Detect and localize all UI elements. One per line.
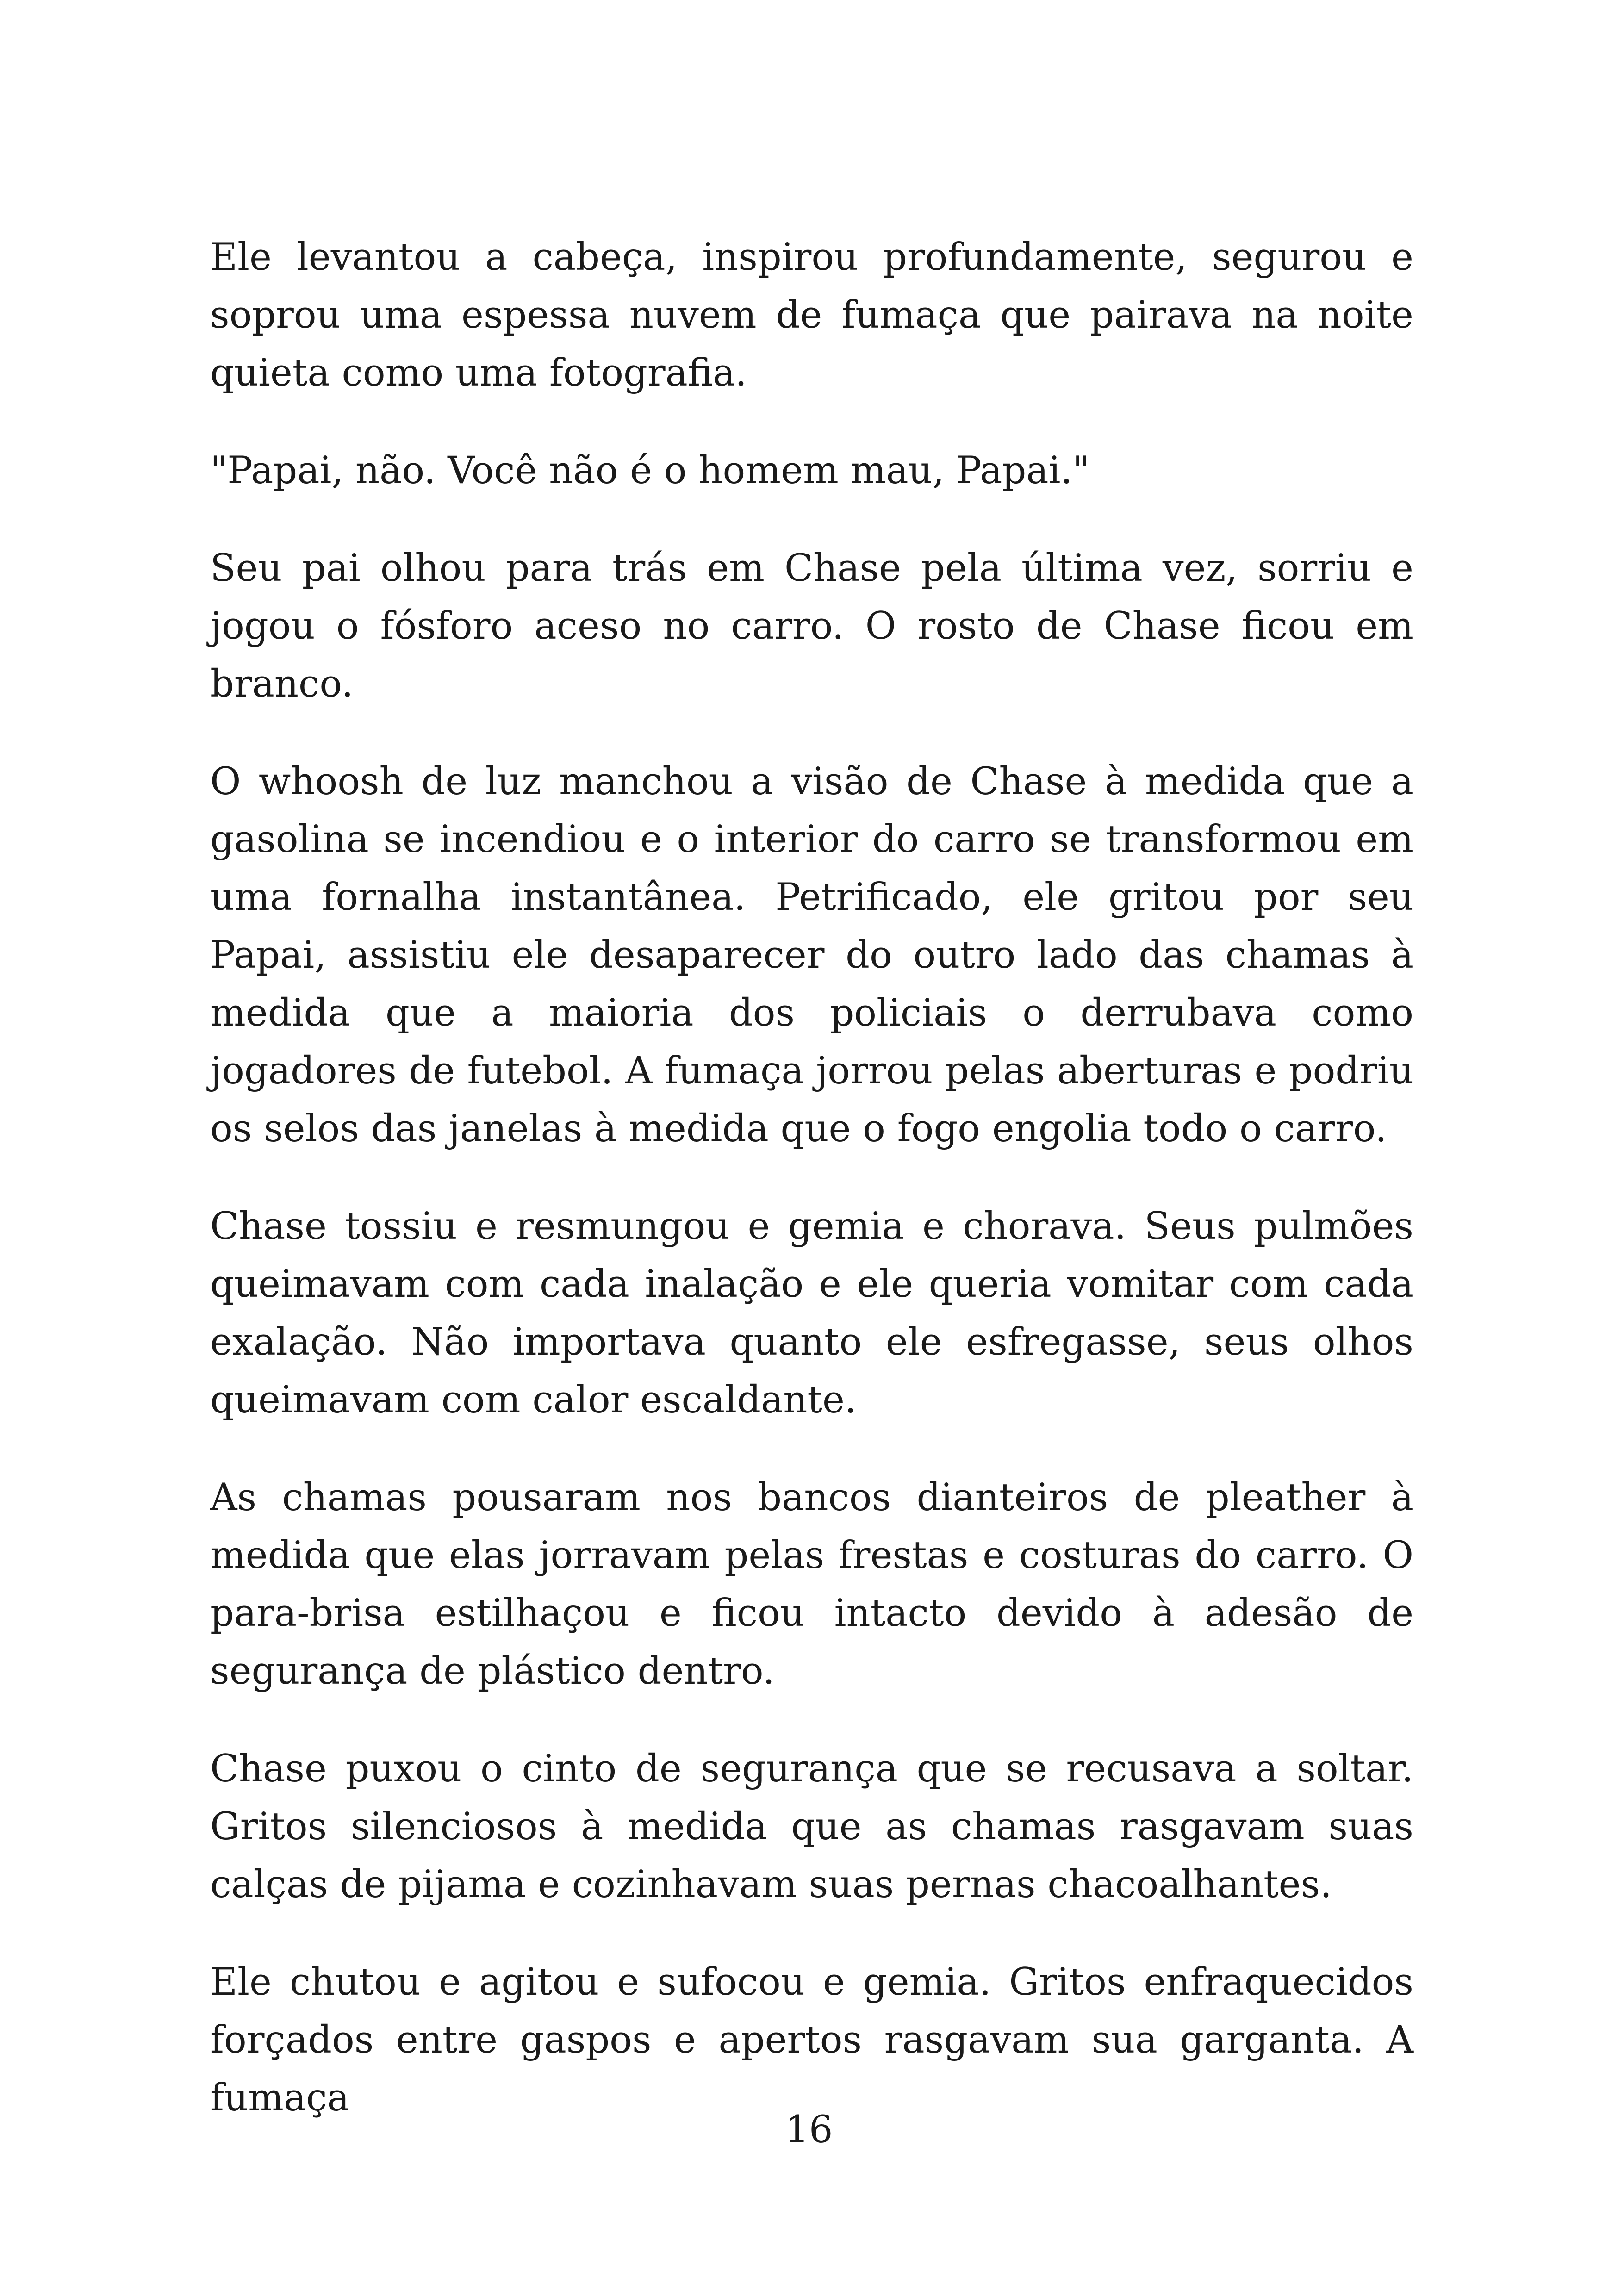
paragraph: Chase puxou o cinto de segurança que se recusava a soltar. Gritos silenciosos à medida que as chamas rasgavam suas calças de pijama e cozinhavam suas pernas chacoalhantes.: [210, 1747, 1413, 1906]
paragraph: O whoosh de luz manchou a visão de Chase à medida que a gasolina se incendiou e o interior do carro se transformou em uma fornalha instantânea. Petrificado, ele gritou por seu Papai, assistiu ele desaparecer do outro lado das chamas à medida que a maioria dos policiais o derrubava como jogadores de futebol. A fumaça jorrou pelas aberturas e podriu os selos das janelas à medida que o fogo engolia todo o carro.: [210, 760, 1413, 1151]
paragraph: Ele chutou e agitou e sufocou e gemia. Gritos enfraquecidos forçados entre gaspos e apertos rasgavam sua garganta. A fumaça: [210, 1960, 1413, 2120]
paragraph: Seu pai olhou para trás em Chase pela última vez, sorriu e jogou o fósforo aceso no carro. O rosto de Chase ficou em branco.: [210, 547, 1413, 706]
paragraph: As chamas pousaram nos bancos dianteiros de pleather à medida que elas jorravam pelas frestas e costuras do carro. O para-brisa estilhaçou e ficou intacto devido à adesão de segurança de plástico dentro.: [210, 1476, 1413, 1693]
body-text: [210, 229, 1413, 2127]
paragraph: Chase tossiu e resmungou e gemia e chorava. Seus pulmões queimavam com cada inalação e ele queria vomitar com cada exalação. Não importava quanto ele esfregasse, seus olhos queimavam com calor escaldante.: [210, 1205, 1413, 1422]
page-number: 16: [785, 2108, 833, 2152]
paragraph: "Papai, não. Você não é o homem mau, Papai.": [210, 449, 1090, 492]
paragraph: Ele levantou a cabeça, inspirou profundamente, segurou e soprou uma espessa nuvem de fumaça que pairava na noite quieta como uma fotografia.: [210, 236, 1413, 395]
